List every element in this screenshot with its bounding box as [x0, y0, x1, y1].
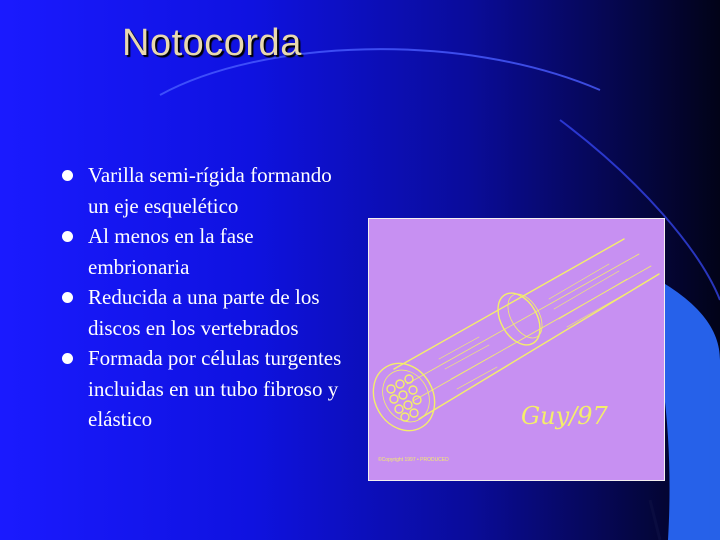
bullet-item [62, 343, 347, 435]
bullet-item [62, 221, 347, 282]
bullet-list [62, 160, 347, 435]
bullet-text: Formada por células turgentes incluidas en un tubo fibroso y elástico [88, 346, 342, 431]
notochord-drawing [369, 219, 666, 482]
slide-title: Notocorda [122, 22, 302, 64]
bullet-text: Reducida a una parte de los discos en los vertebrados [88, 285, 320, 340]
artist-signature: Guy/97 [521, 402, 608, 430]
bullet-dot-icon [62, 292, 73, 303]
bullet-dot-icon [62, 353, 73, 364]
bullet-item [62, 160, 347, 221]
bullet-dot-icon [62, 170, 73, 181]
bullet-text: Varilla semi-rígida formando un eje esquelético [88, 163, 332, 218]
notochord-illustration [368, 218, 665, 481]
figure-caption: ©Copyright 1997 • PRODUCED [378, 457, 449, 463]
bullet-dot-icon [62, 231, 73, 242]
bullet-text: Al menos en la fase embrionaria [88, 224, 254, 279]
bullet-item [62, 282, 347, 343]
